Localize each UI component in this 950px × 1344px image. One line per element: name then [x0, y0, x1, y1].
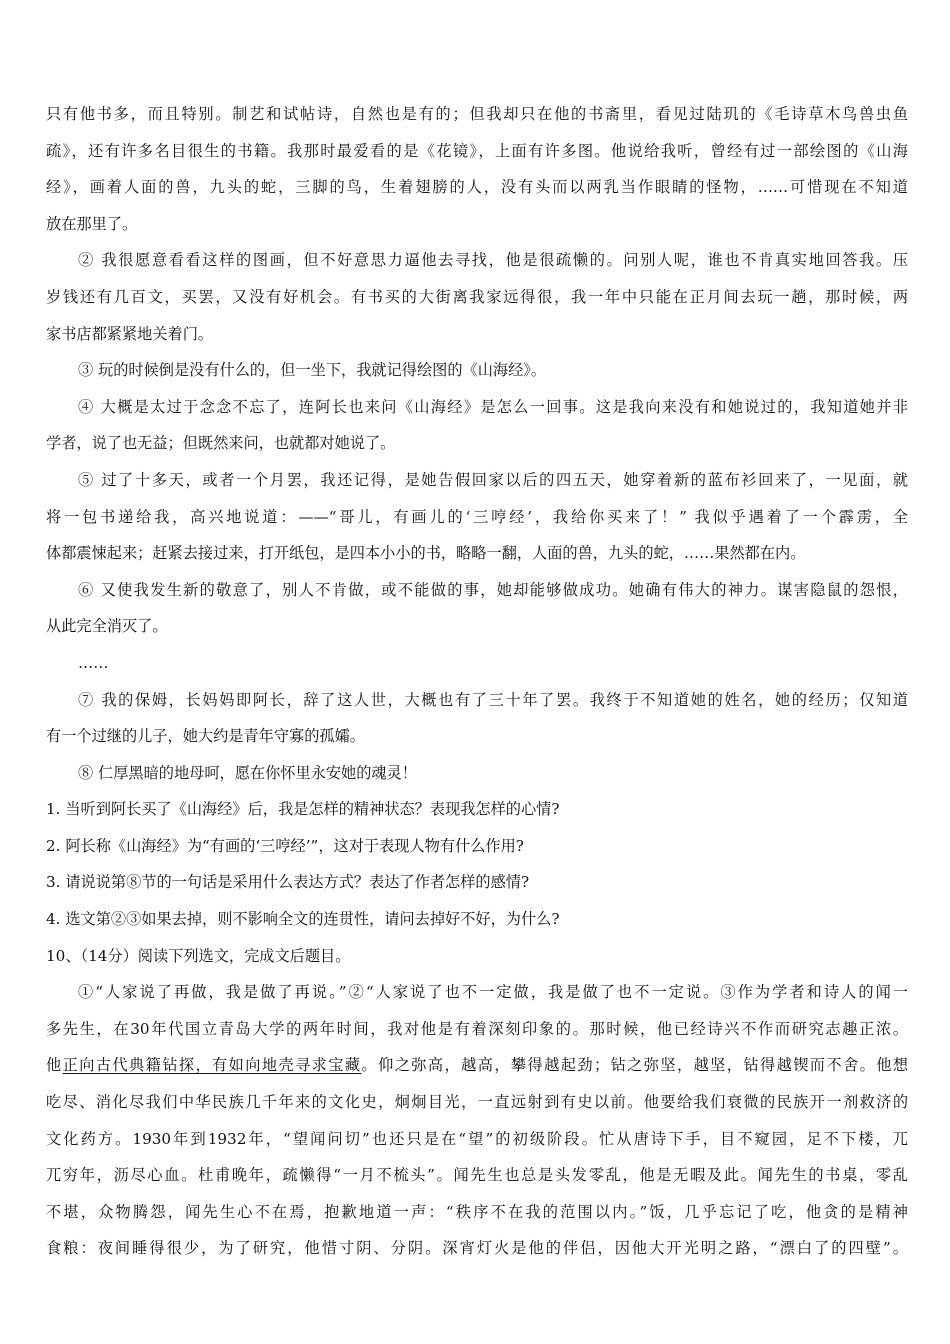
section-10-line: 食粮：夜间睡得很少，为了研究，他惜寸阴、分阴。深宵灯火是他的伴侣，因他大开光明之路，“漂白了的四壁”。 — [46, 1239, 908, 1258]
paragraph-7-line: 有一个过继的儿子，她大约是青年守寡的孤孀。 — [46, 727, 365, 746]
underlined-phrase: 正向古代典籍钻探，有如向地壳寻求宝藏 — [62, 1056, 362, 1075]
paragraph-5-line: 体都震悚起来；赶紧去接过来，打开纸包，是四本小小的书，略略一翻，人面的兽，九头的蛇，……果然都在内。 — [46, 544, 806, 563]
question-3: 3. 请说说第⑧节的一句话是采用什么表达方式？表达了作者怎样的感情? — [46, 873, 530, 892]
paragraph-4-line: 学者，说了也无益；但既然来问，也就都对她说了。 — [46, 434, 396, 453]
paragraph-3-line: ③ 玩的时候倒是没有什么的，但一坐下，我就记得绘图的《山海经》。 — [78, 361, 547, 380]
section-10-line-underlined — [46, 1047, 908, 1084]
question-1: 1. 当听到阿长买了《山海经》后，我是怎样的精神状态？表现我怎样的心情? — [46, 800, 560, 819]
section-10-line: 多先生，在30年代国立青岛大学的两年时间，我对他是有着深刻印象的。那时候，他已经诗兴不作而研究志趣正浓。 — [46, 1019, 908, 1038]
paragraph-6-line: 从此完全消灭了。 — [46, 617, 168, 636]
section-10-heading: 10、（14分）阅读下列选文，完成文后题目。 — [46, 946, 351, 965]
document-page — [46, 96, 908, 1267]
passage-line: 只有他书多，而且特别。制艺和试帖诗，自然也是有的；但我却只在他的书斋里，看见过陆玑的《毛诗草木鸟兽虫鱼 — [46, 105, 908, 123]
question-4: 4. 选文第②③如果去掉，则不影响全文的连贯性，请问去掉好不好，为什么? — [46, 910, 560, 929]
paragraph-2-line: 岁钱还有几百文，买罢，又没有好机会。有书买的大街离我家远得很，我一年中只能在正月间去玩一趟，那时候，两 — [46, 287, 908, 306]
passage-line: 疏》，还有许多名目很生的书籍。我那时最爱看的是《花镜》，上面有许多图。他说给我听，曾经有过一部绘图的《山海 — [46, 141, 908, 160]
passage-line: 经》，画着人面的兽，九头的蛇，三脚的鸟，生着翅膀的人，没有头而以两乳当作眼睛的怪物，……可惜现在不知道 — [46, 178, 908, 197]
paragraph-5-line: ⑤ 过了十多天，或者一个月罢，我还记得，是她告假回家以后的四五天，她穿着新的蓝布衫回来了，一见面，就 — [78, 470, 908, 489]
paragraph-6-line: ⑥ 又使我发生新的敬意了，别人不肯做，或不能做的事，她却能够做成功。她确有伟大的神力。谋害隐鼠的怨恨， — [78, 580, 908, 599]
paragraph-8-line: ⑧ 仁厚黑暗的地母呵，愿在你怀里永安她的魂灵！ — [78, 763, 417, 782]
line-suffix: 。仰之弥高，越高，攀得越起劲；钻之弥坚，越坚，钻得越锲而不舍。他想 — [361, 1056, 908, 1075]
paragraph-5-line: 将一包书递给我，高兴地说道：——“哥儿，有画儿的‘三哼经’，我给你买来了！” 我似乎遇着了一个霹雳，全 — [46, 507, 908, 526]
section-10-line: 吃尽、消化尽我们中华民族几千年来的文化史，炯炯目光，一直远射到有史以前。他要给我们衰微的民族开一剂救济的 — [46, 1093, 908, 1112]
section-10-line: ①“人家说了再做，我是做了再说。”②“人家说了也不一定做，我是做了也不一定说。③作为学者和诗人的闻一 — [78, 983, 908, 1002]
paragraph-2-line: ② 我很愿意看看这样的图画，但不好意思力逼他去寻找，他是很疏懒的。问别人呢，谁也不肯真实地回答我。压 — [78, 251, 908, 270]
ellipsis-line: …… — [78, 653, 109, 672]
paragraph-7-line: ⑦ 我的保姆，长妈妈即阿长，辞了这人世，大概也有了三十年了罢。我终于不知道她的姓名，她的经历；仅知道 — [78, 690, 908, 709]
paragraph-4-line: ④ 大概是太过于念念不忘了，连阿长也来问《山海经》是怎么一回事。这是我向来没有和她说过的，我知道她并非 — [78, 397, 908, 416]
section-10-line: 兀穷年，沥尽心血。杜甫晚年，疏懒得“一月不梳头”。闻先生也总是头发零乱，他是无暇及此。闻先生的书桌，零乱 — [46, 1166, 908, 1185]
line-prefix: 他 — [46, 1056, 63, 1075]
section-10-line: 不堪，众物腾怨，闻先生心不在焉，抱歉地道一声：“秩序不在我的范围以内。”饭，几乎忘记了吃，他贪的是精神 — [46, 1202, 908, 1221]
question-2: 2. 阿长称《山海经》为“有画的‘三哼经’”，这对于表现人物有什么作用? — [46, 836, 524, 855]
passage-line: 放在那里了。 — [46, 214, 138, 233]
section-10-line: 文化药方。1930年到1932年，“望闻问切”也还只是在“望”的初级阶段。忙从唐诗下手，目不窥园，足不下楼，兀 — [46, 1129, 908, 1148]
paragraph-2-line: 家书店都紧紧地关着门。 — [46, 324, 214, 343]
